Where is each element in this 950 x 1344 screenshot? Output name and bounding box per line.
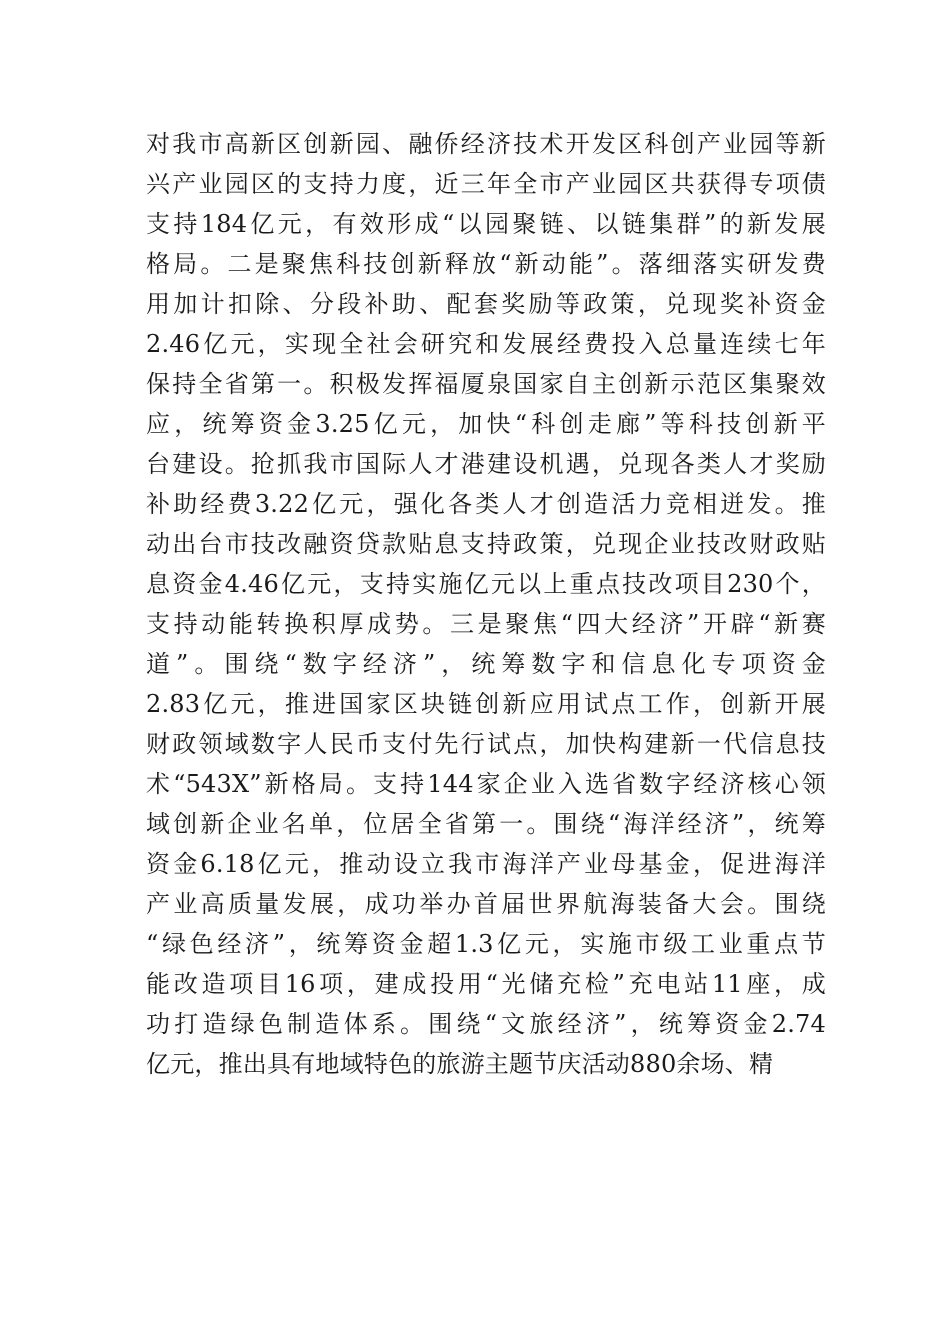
text-line: 保持全省第一。积极发挥福厦泉国家自主创新示范区集聚效 bbox=[146, 370, 826, 398]
text-line: 对我市高新区创新园、融侨经济技术开发区科创产业园等新 bbox=[146, 130, 826, 158]
text-line: 台建设。抢抓我市国际人才港建设机遇，兑现各类人才奖励 bbox=[146, 450, 826, 478]
text-line: 支持动能转换积厚成势。三是聚焦“四大经济”开辟“新赛 bbox=[146, 610, 826, 638]
text-line: 兴产业园区的支持力度，近三年全市产业园区共获得专项债 bbox=[146, 170, 826, 198]
text-line: 道”。围绕“数字经济”，统筹数字和信息化专项资金 bbox=[146, 650, 826, 678]
text-line: 息资金4.46亿元，支持实施亿元以上重点技改项目230个， bbox=[146, 570, 826, 598]
text-line: 亿元，推出具有地域特色的旅游主题节庆活动880余场、精 bbox=[146, 1050, 774, 1078]
text-line: 资金6.18亿元，推动设立我市海洋产业母基金，促进海洋 bbox=[146, 850, 826, 878]
text-line: 动出台市技改融资贷款贴息支持政策，兑现企业技改财政贴 bbox=[146, 530, 826, 558]
text-line: 支持184亿元，有效形成“以园聚链、以链集群”的新发展 bbox=[146, 210, 826, 238]
text-line: 格局。二是聚焦科技创新释放“新动能”。落细落实研发费 bbox=[146, 250, 826, 278]
text-line: 应，统筹资金3.25亿元，加快“科创走廊”等科技创新平 bbox=[146, 410, 826, 438]
text-line: 用加计扣除、分段补助、配套奖励等政策，兑现奖补资金 bbox=[146, 290, 826, 318]
text-line: 2.83亿元，推进国家区块链创新应用试点工作，创新开展 bbox=[146, 690, 826, 718]
text-line: 2.46亿元，实现全社会研究和发展经费投入总量连续七年 bbox=[146, 330, 826, 358]
text-line: 术“543X”新格局。支持144家企业入选省数字经济核心领 bbox=[146, 770, 826, 798]
text-line: “绿色经济”，统筹资金超1.3亿元，实施市级工业重点节 bbox=[146, 930, 826, 958]
text-line: 财政领域数字人民币支付先行试点，加快构建新一代信息技 bbox=[146, 730, 826, 758]
text-line: 产业高质量发展，成功举办首届世界航海装备大会。围绕 bbox=[146, 890, 826, 918]
text-line: 功打造绿色制造体系。围绕“文旅经济”，统筹资金2.74 bbox=[146, 1010, 826, 1038]
text-line: 补助经费3.22亿元，强化各类人才创造活力竞相迸发。推 bbox=[146, 490, 826, 518]
text-line: 能改造项目16项，建成投用“光储充检”充电站11座，成 bbox=[146, 970, 826, 998]
text-line: 域创新企业名单，位居全省第一。围绕“海洋经济”，统筹 bbox=[146, 810, 826, 838]
body-paragraph bbox=[146, 124, 826, 1084]
